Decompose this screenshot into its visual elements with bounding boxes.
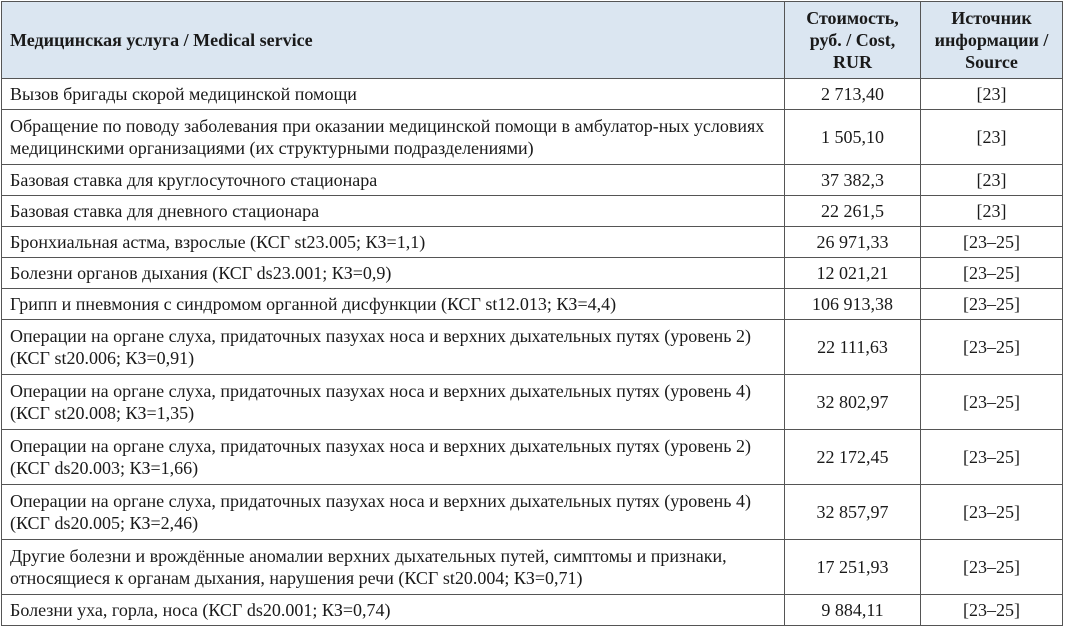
- table-row: [2, 110, 1063, 165]
- table-row: [2, 375, 1063, 430]
- cost-cell: 32 857,97: [785, 485, 921, 540]
- source-cell: [23]: [921, 110, 1063, 165]
- service-cell: Другие болезни и врождённые аномалии верхних дыхательных путей, симптомы и признаки, относящиеся к органам дыхания, нарушения речи (КСГ st20.004; КЗ=0,71): [2, 540, 785, 595]
- table-row: [2, 79, 1063, 110]
- service-cell: Бронхиальная астма, взрослые (КСГ st23.005; КЗ=1,1): [2, 227, 785, 258]
- service-cell: Вызов бригады скорой медицинской помощи: [2, 79, 785, 110]
- source-cell: [23]: [921, 165, 1063, 196]
- service-cell: Базовая ставка для круглосуточного стационара: [2, 165, 785, 196]
- cost-cell: 1 505,10: [785, 110, 921, 165]
- table-row: [2, 320, 1063, 375]
- service-cell: Операции на органе слуха, придаточных пазухах носа и верхних дыхательных путях (уровень 2) (КСГ st20.006; КЗ=0,91): [2, 320, 785, 375]
- medical-services-cost-table: [1, 1, 1063, 626]
- service-cell: Болезни органов дыхания (КСГ ds23.001; КЗ=0,9): [2, 258, 785, 289]
- column-header-service: Медицинская услуга / Medical service: [2, 2, 785, 79]
- table-row: [2, 289, 1063, 320]
- source-cell: [23–25]: [921, 540, 1063, 595]
- source-cell: [23–25]: [921, 430, 1063, 485]
- cost-cell: 17 251,93: [785, 540, 921, 595]
- source-cell: [23]: [921, 196, 1063, 227]
- service-cell: Болезни уха, горла, носа (КСГ ds20.001; КЗ=0,74): [2, 595, 785, 626]
- table-row: [2, 595, 1063, 626]
- cost-cell: 22 172,45: [785, 430, 921, 485]
- table-row: [2, 485, 1063, 540]
- header-row: [2, 2, 1063, 79]
- cost-cell: 37 382,3: [785, 165, 921, 196]
- cost-cell: 2 713,40: [785, 79, 921, 110]
- service-cell: Операции на органе слуха, придаточных пазухах носа и верхних дыхательных путях (уровень 4) (КСГ ds20.005; КЗ=2,46): [2, 485, 785, 540]
- column-header-source: Источник информации / Source: [921, 2, 1063, 79]
- cost-cell: 26 971,33: [785, 227, 921, 258]
- cost-cell: 22 261,5: [785, 196, 921, 227]
- table-header: [2, 2, 1063, 79]
- table-row: [2, 165, 1063, 196]
- source-cell: [23–25]: [921, 375, 1063, 430]
- table-row: [2, 196, 1063, 227]
- cost-cell: 32 802,97: [785, 375, 921, 430]
- service-cell: Операции на органе слуха, придаточных пазухах носа и верхних дыхательных путях (уровень 4) (КСГ st20.008; КЗ=1,35): [2, 375, 785, 430]
- column-header-cost: Стоимость, руб. / Cost, RUR: [785, 2, 921, 79]
- service-cell: Грипп и пневмония с синдромом органной дисфункции (КСГ st12.013; КЗ=4,4): [2, 289, 785, 320]
- table-row: [2, 430, 1063, 485]
- table-body: [2, 79, 1063, 626]
- source-cell: [23]: [921, 79, 1063, 110]
- cost-cell: 22 111,63: [785, 320, 921, 375]
- source-cell: [23–25]: [921, 289, 1063, 320]
- cost-cell: 12 021,21: [785, 258, 921, 289]
- source-cell: [23–25]: [921, 258, 1063, 289]
- table-row: [2, 258, 1063, 289]
- source-cell: [23–25]: [921, 320, 1063, 375]
- table-row: [2, 227, 1063, 258]
- service-cell: Обращение по поводу заболевания при оказании медицинской помощи в амбулатор-ных условиях медицинскими организациями (их структурными подразделениями): [2, 110, 785, 165]
- cost-cell: 9 884,11: [785, 595, 921, 626]
- source-cell: [23–25]: [921, 595, 1063, 626]
- source-cell: [23–25]: [921, 485, 1063, 540]
- table-row: [2, 540, 1063, 595]
- source-cell: [23–25]: [921, 227, 1063, 258]
- service-cell: Базовая ставка для дневного стационара: [2, 196, 785, 227]
- service-cell: Операции на органе слуха, придаточных пазухах носа и верхних дыхательных путях (уровень 2) (КСГ ds20.003; КЗ=1,66): [2, 430, 785, 485]
- cost-cell: 106 913,38: [785, 289, 921, 320]
